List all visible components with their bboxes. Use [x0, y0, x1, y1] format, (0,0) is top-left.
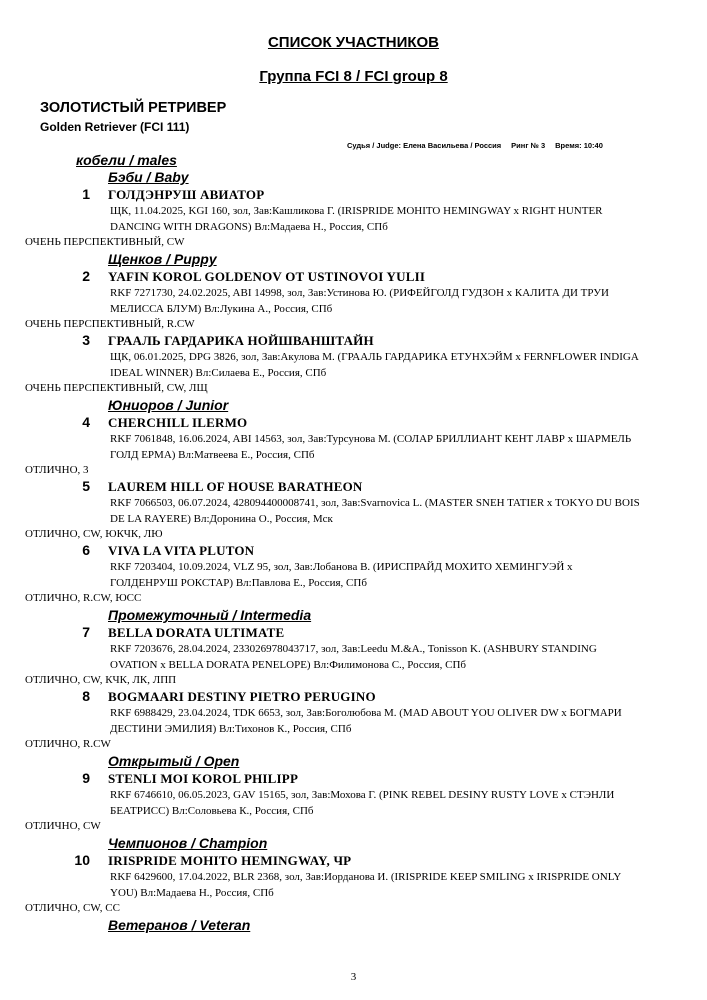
- participant-entry: [0, 770, 707, 834]
- catalog-number: 3: [82, 332, 90, 348]
- dog-name: IRISPRIDE MOHITO HEMINGWAY, ЧР: [108, 853, 352, 868]
- grade-result: ОТЛИЧНО, CW: [25, 820, 101, 832]
- entry-header: [0, 332, 707, 349]
- catalog-number: 9: [82, 770, 90, 786]
- catalog-number: 8: [82, 688, 90, 704]
- dog-name: YAFIN KOROL GOLDENOV OT USTINOVOI YULII: [108, 269, 426, 284]
- dog-details: RKF 6429600, 17.04.2022, BLR 2368, зол, Зав:Иорданова И. (IRISPRIDE KEEP SMILING x IRISPRIDE ONLY YOU) Вл:Мадаева Н., Россия, СПб: [110, 871, 621, 899]
- dog-name: STENLI MOI KOROL PHILIPP: [108, 771, 299, 786]
- participant-entry: [0, 186, 707, 250]
- participant-entry: [0, 688, 707, 752]
- grade-result: ОЧЕНЬ ПЕРСПЕКТИВНЫЙ, R.CW: [25, 318, 195, 330]
- dog-name: ГРААЛЬ ГАРДАРИКА НОЙШВАНШТАЙН: [108, 333, 374, 348]
- catalog-number: 6: [82, 542, 90, 558]
- catalog-number: 4: [82, 414, 90, 430]
- entry-header: [0, 688, 707, 705]
- class-list: [0, 168, 707, 934]
- entry-header: [0, 770, 707, 787]
- dog-details: RKF 7066503, 06.07.2024, 428094400008741, зол, Зав:Svarnovica L. (MASTER SNEH TATIER x TOKYO DU BOIS DE LA RAYERE) Вл:Доронина О., Россия, Мск: [110, 497, 640, 525]
- breed-name-en: Golden Retriever (FCI 111): [40, 120, 190, 134]
- page-title: СПИСОК УЧАСТНИКОВ: [267, 34, 440, 51]
- participant-entry: [0, 414, 707, 478]
- dog-name: BELLA DORATA ULTIMATE: [108, 625, 285, 640]
- dog-details: RKF 7203404, 10.09.2024, VLZ 95, зол, Зав:Лобанова В. (ИРИСПРАЙД МОХИТО ХЕМИНГУЭЙ x ГОЛДЕНРУШ РОКСТАР) Вл:Павлова Е., Россия, СПб: [110, 561, 573, 589]
- sex-label: кобели / males: [76, 152, 177, 168]
- dog-name: VIVA LA VITA PLUTON: [108, 543, 255, 558]
- grade-result: ОТЛИЧНО, R.CW, ЮСС: [25, 592, 142, 604]
- dog-details: RKF 7203676, 28.04.2024, 233026978043717, зол, Зав:Leedu M.&A., Tonisson K. (ASHBURY STANDING OVATION x BELLA DORATA PENELOPE) Вл:Филимонова С., Россия, СПб: [110, 643, 597, 671]
- grade-result: ОЧЕНЬ ПЕРСПЕКТИВНЫЙ, CW, ЛЩ: [25, 382, 208, 394]
- dog-name: BOGMAARI DESTINY PIETRO PERUGINO: [108, 689, 376, 704]
- class-title: Бэби / Baby: [108, 169, 189, 185]
- class-title: Чемпионов / Champion: [108, 835, 268, 851]
- group-title: Группа FCI 8 / FCI group 8: [259, 68, 448, 85]
- participant-entry: [0, 478, 707, 542]
- catalog-number: 5: [82, 478, 90, 494]
- class-block: [0, 752, 707, 834]
- class-title: Открытый / Open: [108, 753, 240, 769]
- breed-name-ru: ЗОЛОТИСТЫЙ РЕТРИВЕР: [40, 100, 227, 116]
- class-block: [0, 250, 707, 396]
- entry-header: [0, 852, 707, 869]
- catalog-number: 7: [82, 624, 90, 640]
- dog-details: RKF 7271730, 24.02.2025, ABI 14998, зол, Зав:Устинова Ю. (РИФЕЙГОЛД ГУДЗОН x КАЛИТА ДИ ТРУИ МЕЛИССА БЛУМ) Вл:Лукина А., Россия, СПб: [110, 287, 609, 315]
- class-title: Щенков / Puppy: [108, 251, 217, 267]
- grade-result: ОЧЕНЬ ПЕРСПЕКТИВНЫЙ, CW: [25, 236, 185, 248]
- class-block: [0, 396, 707, 606]
- entry-header: [0, 542, 707, 559]
- dog-name: ГОЛДЭНРУШ АВИАТОР: [108, 187, 265, 202]
- participant-entry: [0, 624, 707, 688]
- participant-entry: [0, 542, 707, 606]
- grade-result: ОТЛИЧНО, CW, КЧК, ЛК, ЛПП: [25, 674, 177, 686]
- class-title: Ветеранов / Veteran: [108, 917, 251, 933]
- page-number: 3: [350, 971, 357, 983]
- dog-details: RKF 6988429, 23.04.2024, TDK 6653, зол, Зав:Боголюбова М. (MAD ABOUT YOU OLIVER DW x БОГМАРИ ДЕСТИНИ ЭМИЛИЯ) Вл:Тихонов К., Россия, СПб: [110, 707, 622, 735]
- participant-entry: [0, 268, 707, 332]
- class-title: Промежуточный / Intermedia: [108, 607, 312, 623]
- catalog-number: 10: [74, 852, 90, 868]
- class-title: Юниоров / Junior: [108, 397, 229, 413]
- class-block: [0, 606, 707, 752]
- judge-name: Судья / Judge: Елена Васильева / Россия: [347, 141, 502, 150]
- grade-result: ОТЛИЧНО, CW, ЮКЧК, ЛЮ: [25, 528, 163, 540]
- catalog-number: 2: [82, 268, 90, 284]
- entry-header: [0, 268, 707, 285]
- class-block: [0, 168, 707, 250]
- entry-header: [0, 414, 707, 431]
- participant-entry: [0, 332, 707, 396]
- dog-details: ЩК, 06.01.2025, DPG 3826, зол, Зав:Акулова М. (ГРААЛЬ ГАРДАРИКА ЕТУНХЭЙМ x FERNFLOWER INDIGA IDEAL WINNER) Вл:Силаева Е., Россия, СПб: [110, 351, 639, 379]
- grade-result: ОТЛИЧНО, 3: [25, 464, 89, 476]
- grade-result: ОТЛИЧНО, CW, CC: [25, 902, 120, 914]
- entry-header: [0, 186, 707, 203]
- entry-header: [0, 624, 707, 641]
- dog-details: RKF 7061848, 16.06.2024, ABI 14563, зол, Зав:Турсунова М. (СОЛАР БРИЛЛИАНТ КЕНТ ЛАВР x ШАРМЕЛЬ ГОЛД ЕРМА) Вл:Матвеева Е., Россия, СПб: [110, 433, 632, 461]
- judge-line: [347, 141, 613, 150]
- participant-entry: [0, 852, 707, 916]
- ring-number: Ринг № 3: [511, 141, 546, 150]
- class-block: [0, 834, 707, 916]
- dog-name: LAUREM HILL OF HOUSE BARATHEON: [108, 479, 363, 494]
- dog-details: ЩК, 11.04.2025, KGI 160, зол, Зав:Кашликова Г. (IRISPRIDE MOHITO HEMINGWAY x RIGHT HUNTER DANCING WITH DRAGONS) Вл:Мадаева Н., Россия, СПб: [110, 205, 603, 233]
- class-block: [0, 916, 707, 934]
- grade-result: ОТЛИЧНО, R.CW: [25, 738, 111, 750]
- catalog-number: 1: [82, 186, 90, 202]
- dog-details: RKF 6746610, 06.05.2023, GAV 15165, зол, Зав:Мохова Г. (PINK REBEL DESINY RUSTY LOVE x СТЭНЛИ БЕАТРИСС) Вл:Соловьева К., Россия, СПб: [110, 789, 615, 817]
- entry-header: [0, 478, 707, 495]
- start-time: Время: 10:40: [555, 141, 603, 150]
- dog-name: CHERCHILL ILERMO: [108, 415, 248, 430]
